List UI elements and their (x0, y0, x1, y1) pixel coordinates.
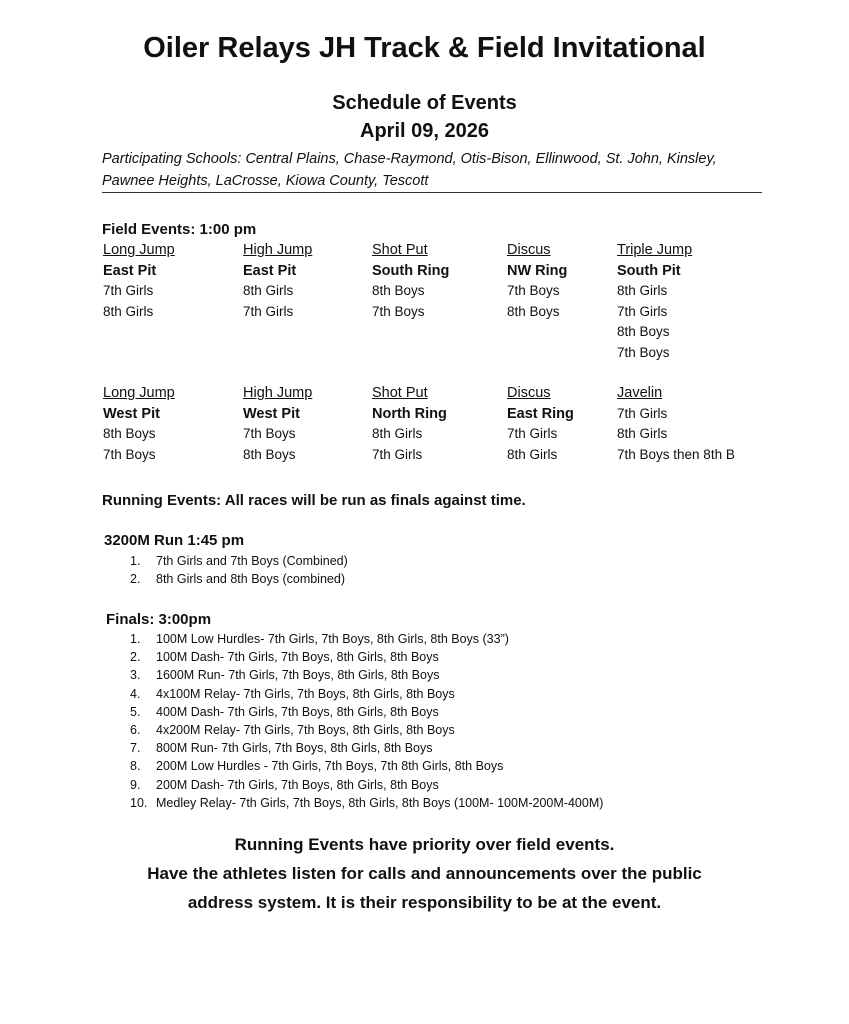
finals-heading: Finals: 3:00pm (106, 611, 212, 628)
field-event-name: High Jump (243, 385, 313, 401)
field-event-column (372, 240, 449, 322)
list-item (130, 630, 830, 648)
footer-line: address system. It is their responsibility to be at the event. (187, 893, 662, 912)
list-number: 1. (130, 554, 141, 568)
subtitle: Schedule of Events (332, 92, 517, 114)
field-event-group: 8th Girls (507, 446, 558, 462)
list-item (130, 685, 830, 703)
field-event-group: 8th Boys (507, 303, 560, 319)
list-number: 10. (130, 795, 148, 810)
list-number: 3. (130, 668, 141, 683)
field-event-group: 7th Girls (103, 283, 154, 298)
field-event-location: South Ring (372, 262, 450, 279)
list-item (130, 648, 830, 666)
field-event-location: West Pit (243, 405, 300, 422)
field-event-group: 7th Boys (372, 303, 425, 319)
field-event-column (243, 383, 312, 465)
list-item (130, 776, 830, 794)
field-event-group: 7th Boys (243, 426, 296, 441)
field-event-column (507, 240, 567, 322)
list-number: 2. (130, 572, 141, 587)
list-item (130, 739, 830, 757)
list-item-text: 400M Dash- 7th Girls, 7th Boys, 8th Girls, 8th Boys (156, 704, 439, 719)
field-event-name: Triple Jump (617, 242, 693, 258)
field-event-name: High Jump (243, 242, 313, 258)
field-event-name: Javelin (617, 385, 663, 401)
participating-schools: Participating Schools: Central Plains, Chase-Raymond, Otis-Bison, Ellinwood, St. John, Kinsley, Pawnee Heights, LaCrosse, Kiowa County, Tescott (102, 148, 762, 193)
field-event-name: Long Jump (103, 242, 175, 258)
field-event-location: North Ring (372, 405, 447, 422)
field-event-column (617, 240, 692, 363)
list-item (130, 666, 830, 684)
field-event-location: NW Ring (507, 262, 568, 279)
list-number: 5. (130, 704, 141, 719)
field-event-group: 7th Boys (103, 446, 156, 462)
field-event-location: West Pit (103, 405, 160, 422)
list-item (130, 757, 830, 775)
list-item (130, 721, 830, 739)
event-date: April 09, 2026 (360, 120, 489, 142)
field-event-column (103, 240, 175, 322)
field-event-group: 7th Boys (617, 344, 670, 360)
list-number: 6. (130, 722, 141, 737)
field-event-group: 7th Girls (507, 426, 558, 441)
field-event-location: South Pit (617, 262, 681, 279)
list-number: 2. (130, 650, 141, 665)
list-item-text: 1600M Run- 7th Girls, 7th Boys, 8th Girls, 8th Boys (156, 668, 440, 683)
field-event-column (617, 383, 735, 465)
field-event-name: Discus (507, 242, 551, 258)
field-event-group: 7th Girls (617, 405, 668, 421)
field-event-name: Long Jump (103, 385, 175, 401)
list-item (130, 552, 830, 570)
field-event-group: 8th Girls (103, 303, 154, 319)
field-event-group: 8th Boys (372, 283, 425, 298)
list-item-text: 800M Run- 7th Girls, 7th Boys, 8th Girls, 8th Boys (156, 741, 433, 756)
field-events-heading: Field Events: 1:00 pm (102, 221, 257, 238)
list-number: 4. (130, 686, 141, 701)
field-event-group: 8th Girls (372, 426, 423, 441)
list-item (130, 794, 830, 812)
list-number: 8. (130, 759, 141, 774)
field-event-group: 7th Boys then 8th B (617, 446, 735, 462)
field-event-name: Shot Put (372, 242, 428, 258)
list-item (130, 703, 830, 721)
field-event-group: 8th Girls (617, 283, 668, 298)
document-title: Oiler Relays JH Track & Field Invitational (143, 32, 706, 64)
field-event-group: 8th Boys (617, 324, 670, 339)
field-event-group: 7th Girls (372, 446, 423, 462)
field-event-column (103, 383, 175, 465)
list-item-text: 200M Low Hurdles - 7th Girls, 7th Boys, 7th 8th Girls, 8th Boys (156, 759, 504, 774)
run-3200-list (130, 552, 830, 588)
list-item-text: 100M Low Hurdles- 7th Girls, 7th Boys, 8th Girls, 8th Boys (33”) (156, 632, 509, 646)
field-event-group: 8th Girls (243, 283, 294, 298)
list-item-text: 4x200M Relay- 7th Girls, 7th Boys, 8th Girls, 8th Boys (156, 722, 455, 737)
field-event-location: East Ring (507, 405, 574, 422)
field-event-group: 7th Girls (617, 303, 668, 319)
list-item-text: 8th Girls and 8th Boys (combined) (156, 572, 345, 587)
field-event-name: Shot Put (372, 385, 428, 401)
list-item-text: 200M Dash- 7th Girls, 7th Boys, 8th Girls, 8th Boys (156, 777, 439, 792)
list-item (130, 570, 830, 588)
footer-notice (0, 830, 849, 917)
field-event-location: East Pit (243, 262, 297, 279)
field-event-group: 8th Girls (617, 426, 668, 441)
list-item-text: 4x100M Relay- 7th Girls, 7th Boys, 8th Girls, 8th Boys (156, 686, 455, 701)
list-number: 1. (130, 632, 141, 646)
finals-list (130, 630, 830, 812)
field-event-location: East Pit (103, 262, 157, 279)
running-events-heading: Running Events: All races will be run as finals against time. (102, 492, 526, 509)
list-item-text: 7th Girls and 7th Boys (Combined) (156, 554, 348, 568)
field-event-group: 8th Boys (243, 446, 296, 462)
footer-line: Have the athletes listen for calls and announcements over the public (147, 864, 702, 883)
field-event-column (372, 383, 447, 465)
field-event-column (507, 383, 574, 465)
list-item-text: 100M Dash- 7th Girls, 7th Boys, 8th Girls, 8th Boys (156, 650, 439, 665)
field-event-group: 7th Boys (507, 283, 560, 298)
field-event-column (243, 240, 312, 322)
field-event-group: 8th Boys (103, 426, 156, 441)
list-number: 9. (130, 777, 141, 792)
list-number: 7. (130, 741, 141, 756)
run-3200-heading: 3200M Run 1:45 pm (104, 532, 245, 549)
list-item-text: Medley Relay- 7th Girls, 7th Boys, 8th Girls, 8th Boys (100M- 100M-200M-400M) (156, 795, 604, 810)
field-event-name: Discus (507, 385, 551, 401)
footer-line: Running Events have priority over field events. (234, 835, 615, 854)
field-event-group: 7th Girls (243, 303, 294, 319)
